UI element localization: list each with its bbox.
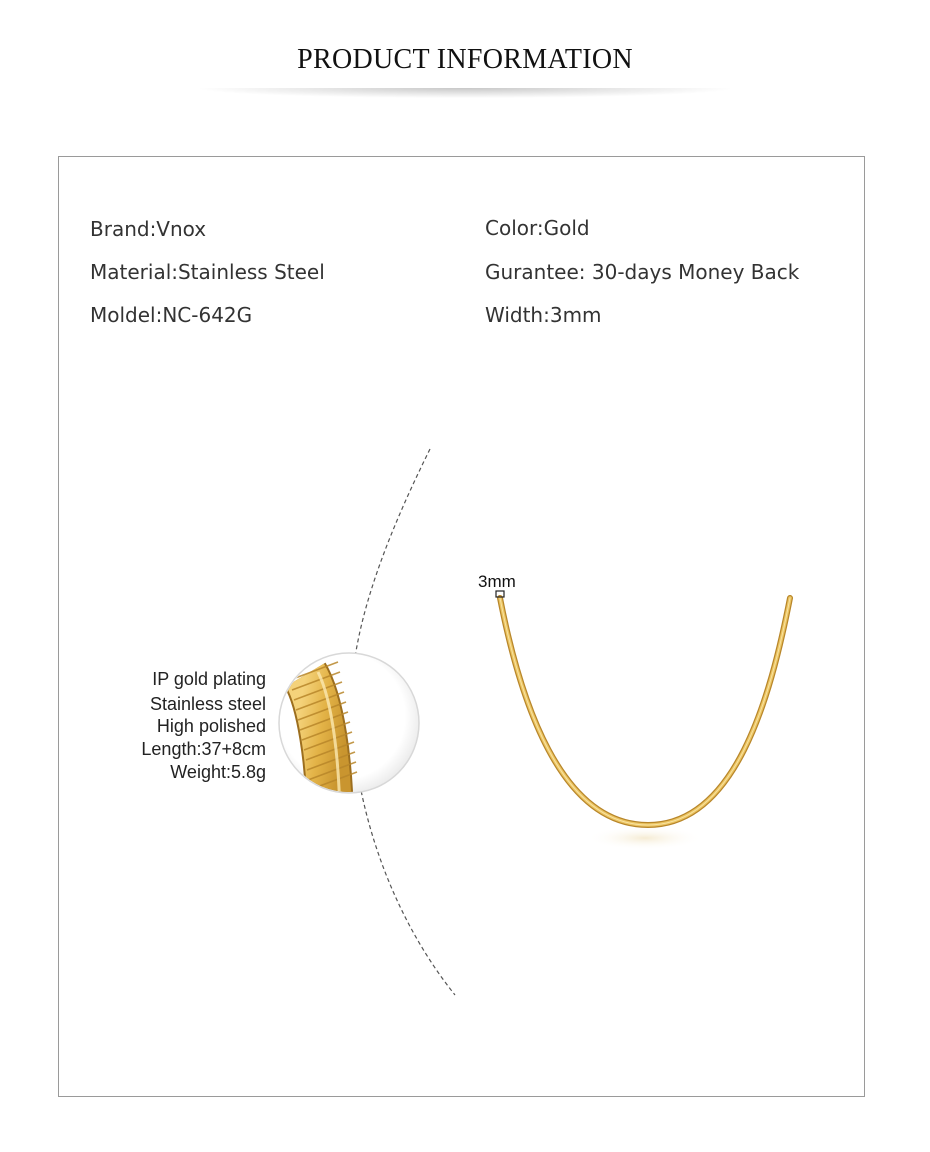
page-title: PRODUCT INFORMATION xyxy=(297,44,633,75)
title-shadow xyxy=(200,88,730,98)
feature-finish: High polished xyxy=(156,716,266,736)
dimension-label: 3mm xyxy=(478,572,516,591)
feature-length: Length:37+8cm xyxy=(141,739,266,759)
feature-plating: IP gold plating xyxy=(152,669,266,689)
spec-width: Width:3mm xyxy=(485,303,602,327)
feature-weight: Weight:5.8g xyxy=(170,762,266,782)
spec-guarantee: Gurantee: 30-days Money Back xyxy=(485,260,800,284)
feature-material: Stainless steel xyxy=(149,694,266,714)
spec-material: Material:Stainless Steel xyxy=(90,260,325,284)
info-frame xyxy=(58,156,865,1097)
spec-model: Moldel:NC-642G xyxy=(90,303,253,327)
spec-brand: Brand:Vnox xyxy=(90,217,207,241)
spec-color: Color:Gold xyxy=(485,216,590,240)
